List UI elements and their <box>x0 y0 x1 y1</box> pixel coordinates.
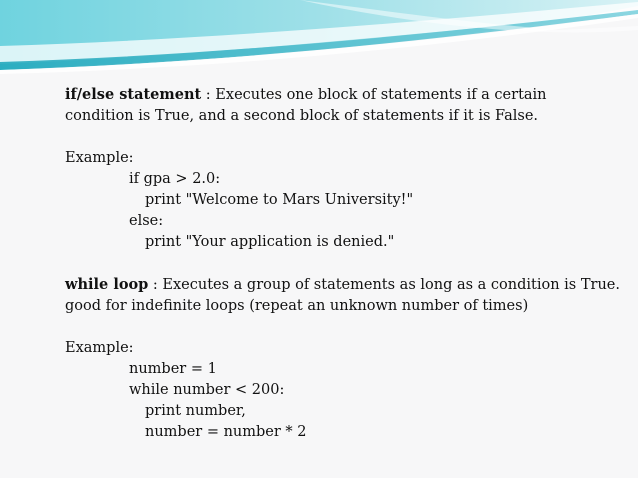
header-swoosh-decoration <box>0 0 638 80</box>
while-loop-code-line-1: number = 1 <box>129 361 217 377</box>
if-else-example-label: Example: <box>65 150 134 166</box>
while-loop-code-line-2: while number < 200: <box>129 382 285 398</box>
spacer <box>65 253 625 274</box>
if-else-definition-text: : Executes one block of statements if a certain <box>201 87 547 103</box>
if-else-code-line-1: if gpa > 2.0: <box>129 171 221 187</box>
spacer <box>65 317 625 338</box>
if-else-code-line-3: else: <box>129 213 164 229</box>
spacer <box>65 127 625 148</box>
if-else-code-line-2: print "Welcome to Mars University!" <box>145 192 414 208</box>
if-else-definition <box>65 84 625 106</box>
slide-content <box>65 84 625 443</box>
while-loop-definition-line2: good for indefinite loops (repeat an unknown number of times) <box>65 298 529 314</box>
while-loop-definition-text: : Executes a group of statements as long as a condition is True. <box>148 277 620 293</box>
while-loop-definition <box>65 274 625 296</box>
while-loop-example-label: Example: <box>65 340 134 356</box>
if-else-term: if/else statement <box>65 86 202 103</box>
while-loop-code-line-4: number = number * 2 <box>145 424 307 440</box>
if-else-definition-line2: condition is True, and a second block of statements if it is False. <box>65 108 539 124</box>
while-loop-code-line-3: print number, <box>145 403 246 419</box>
if-else-code-line-4: print "Your application is denied." <box>145 234 395 250</box>
while-loop-term: while loop <box>65 276 149 293</box>
